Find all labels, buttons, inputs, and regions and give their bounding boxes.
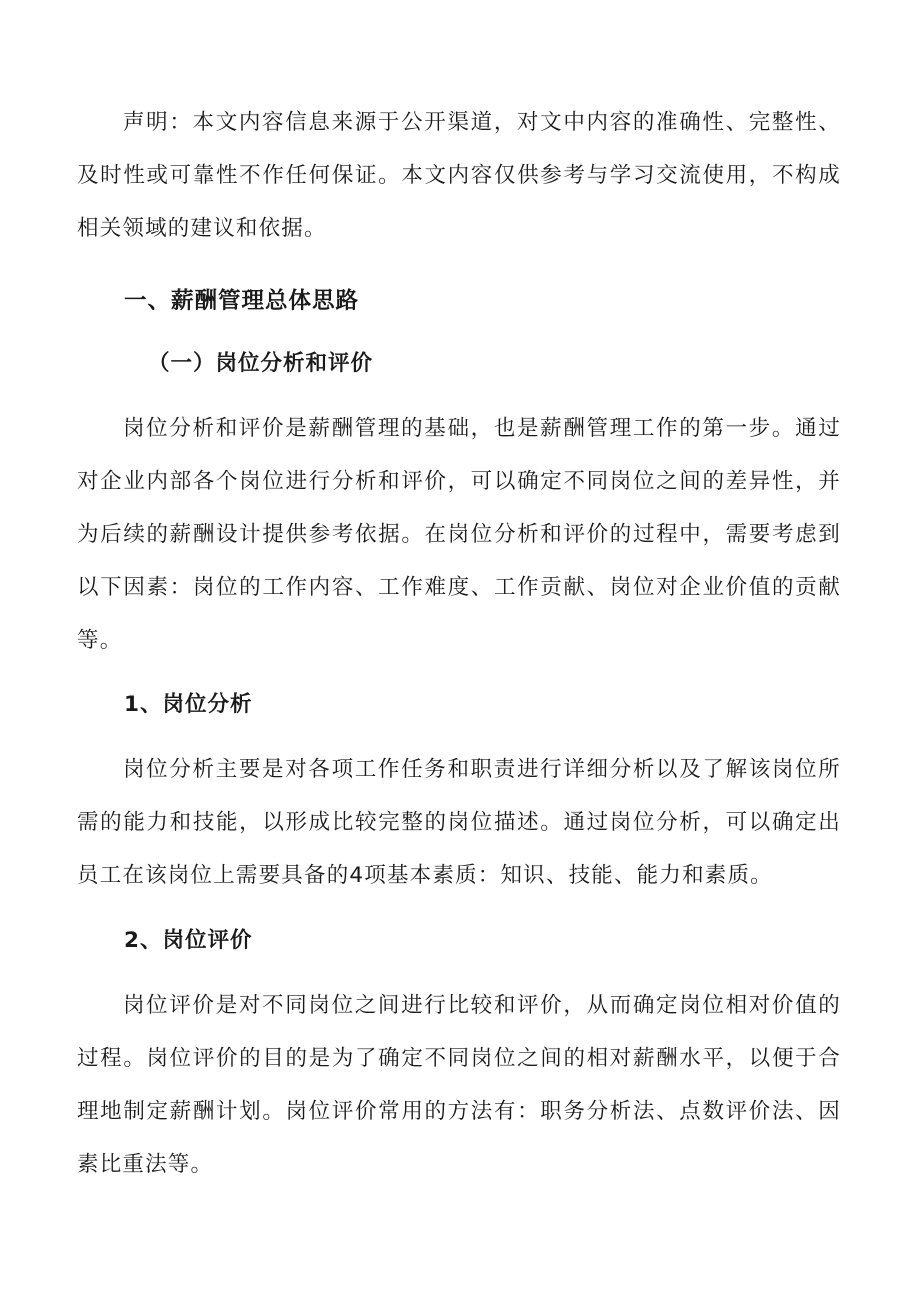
intro-paragraph: 岗位分析和评价是薪酬管理的基础，也是薪酬管理工作的第一步。通过对企业内部各个岗位进行分析和评价，可以确定不同岗位之间的差异性，并为后续的薪酬设计提供参考依据。在岗位分析和评价的过程中，需要考虑到以下因素：岗位的工作内容、工作难度、工作贡献、岗位对企业价值的贡献等。 (77, 416, 841, 653)
item1-title: 1、岗位分析 (124, 692, 253, 717)
item2-paragraph: 岗位评价是对不同岗位之间进行比较和评价，从而确定岗位相对价值的过程。岗位评价的目的是为了确定不同岗位之间的相对薪酬水平，以便于合理地制定薪酬计划。岗位评价常用的方法有：职务分析法、点数评价法、因素比重法等。 (77, 993, 841, 1177)
subsection-title: （一）岗位分析和评价 (148, 351, 374, 376)
item2-title: 2、岗位评价 (124, 928, 253, 953)
item1-paragraph: 岗位分析主要是对各项工作任务和职责进行详细分析以及了解该岗位所需的能力和技能，以形成比较完整的岗位描述。通过岗位分析，可以确定出员工在该岗位上需要具备的4项基本素质：知识、技能、能力和素质。 (77, 757, 841, 888)
disclaimer-paragraph: 声明：本文内容信息来源于公开渠道，对文中内容的准确性、完整性、及时性或可靠性不作任何保证。本文内容仅供参考与学习交流使用，不构成相关领域的建议和依据。 (77, 110, 841, 241)
section-title: 一、薪酬管理总体思路 (124, 288, 360, 314)
